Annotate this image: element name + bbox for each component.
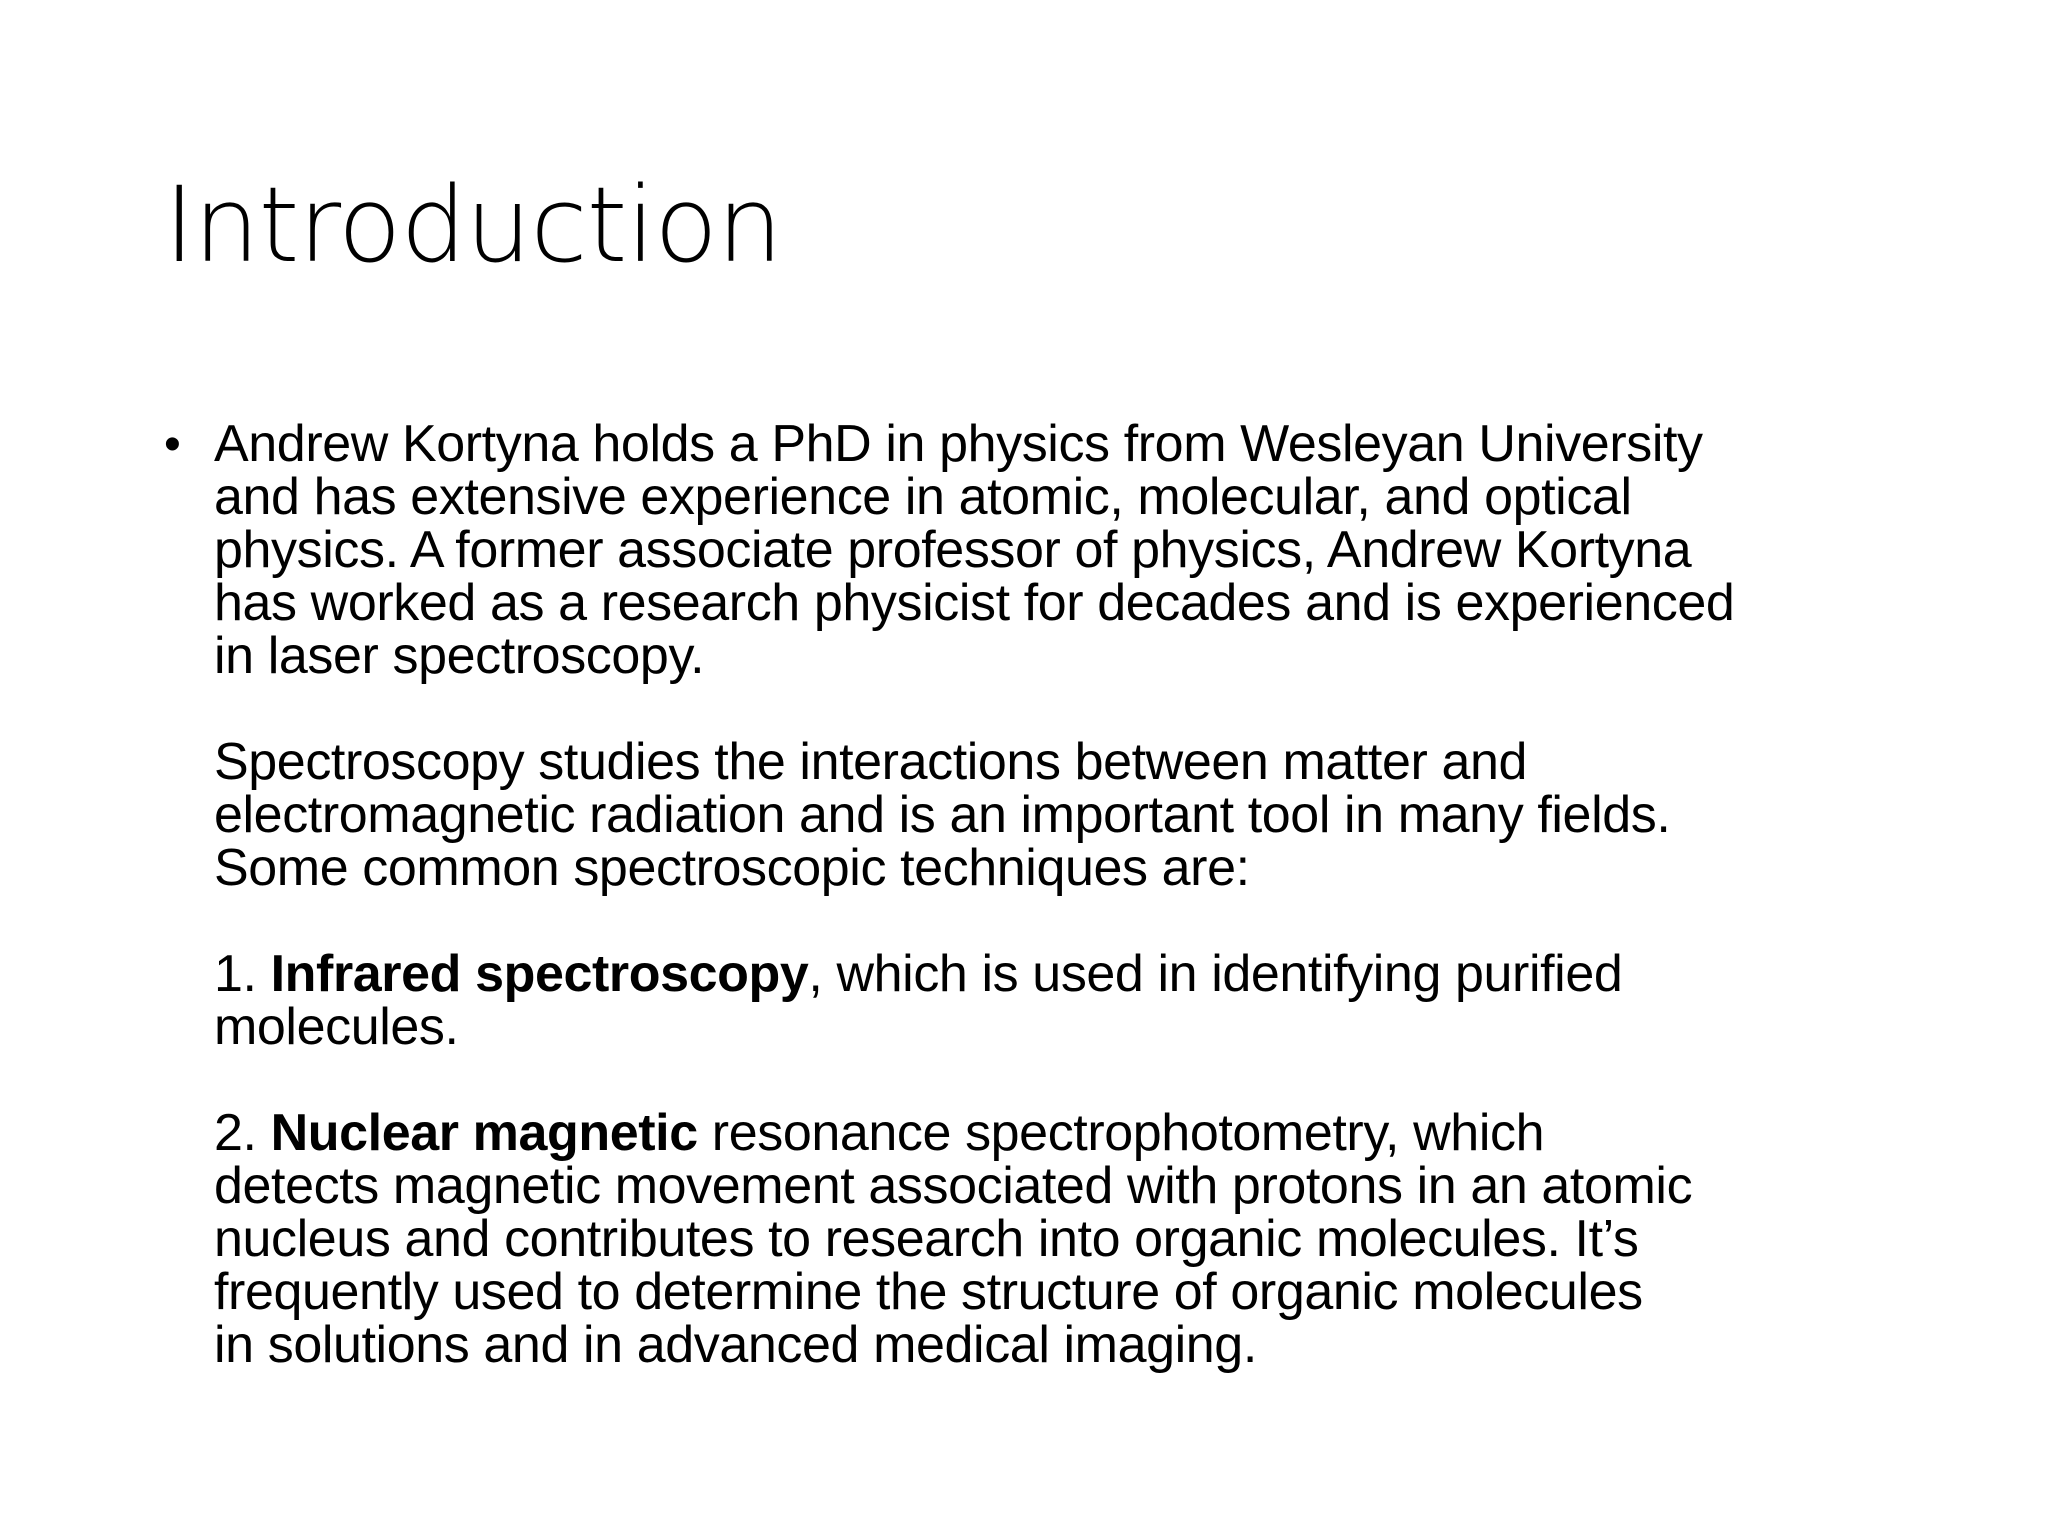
text-line: Spectroscopy studies the interactions between matter and [214, 733, 1528, 791]
list-number: 2. [214, 1104, 271, 1162]
text-line: in laser spectroscopy. [214, 627, 705, 685]
text-line: and has extensive experience in atomic, molecular, and optical [214, 468, 1632, 526]
text-line: Some common spectroscopic techniques are: [214, 839, 1250, 897]
intro-paragraph [214, 415, 1934, 685]
text-line: molecules. [214, 998, 459, 1056]
bold-term: Nuclear magnetic [270, 1104, 698, 1162]
text-line: electromagnetic radiation and is an important tool in many fields. [214, 786, 1671, 844]
text-line: nucleus and contributes to research into organic molecules. It’s [214, 1210, 1639, 1268]
text-line [214, 945, 1934, 1003]
text-line: in solutions and in advanced medical imaging. [214, 1316, 1257, 1374]
list-item-nmr [214, 1104, 1934, 1374]
item-text: resonance spectrophotometry, which [697, 1104, 1545, 1162]
text-line: Andrew Kortyna holds a PhD in physics from Wesleyan University [214, 415, 1703, 473]
text-line: has worked as a research physicist for decades and is experienced [214, 574, 1735, 632]
bullet-icon: • [164, 418, 181, 471]
body-text [214, 415, 1934, 1425]
text-line: frequently used to determine the structure of organic molecules [214, 1263, 1643, 1321]
text-line: detects magnetic movement associated with protons in an atomic [214, 1157, 1693, 1215]
spectroscopy-paragraph [214, 733, 1934, 897]
list-item-infrared [214, 945, 1934, 1056]
text-line: physics. A former associate professor of physics, Andrew Kortyna [214, 521, 1692, 579]
item-text: , which is used in identifying purified [808, 945, 1623, 1003]
text-line [214, 1104, 1934, 1162]
list-number: 1. [214, 945, 271, 1003]
bold-term: Infrared spectroscopy [270, 945, 809, 1003]
slide-title: Introduction [164, 164, 782, 286]
